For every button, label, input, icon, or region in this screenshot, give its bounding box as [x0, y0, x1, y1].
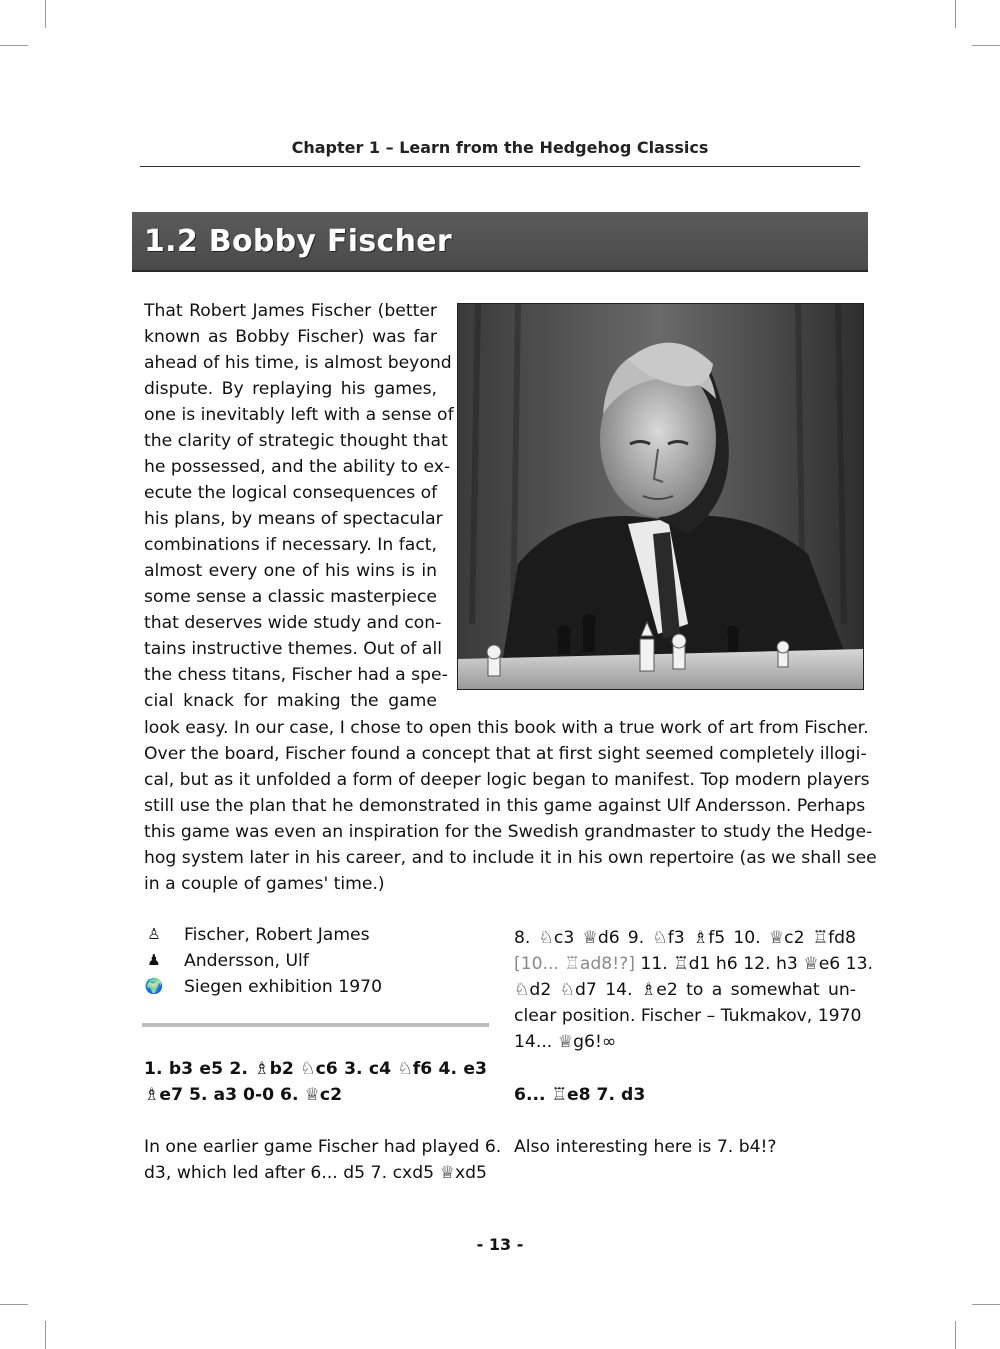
crop-mark [0, 1304, 28, 1305]
crop-mark [45, 1321, 46, 1349]
intro-text-line: ahead of his time, is almost beyond [144, 353, 452, 373]
black-pawn-icon: ♟ [147, 951, 161, 969]
intro-text-line: some sense a classic masterpiece [144, 587, 437, 607]
intro-text-line: That Robert James Fischer (better [144, 301, 437, 321]
white-pawn-icon: ♙ [147, 925, 161, 943]
intro-text-line: the chess titans, Fischer had a spe- [144, 665, 448, 685]
event-row [144, 977, 474, 1003]
main-moves-line: ♗e7 5. a3 0-0 6. ♕c2 [144, 1085, 343, 1105]
body-text-line: this game was even an inspiration for the Swedish grandmaster to study the Hedge- [144, 822, 873, 842]
note-line: clear position. Fischer – Tukmakov, 1970 [514, 1006, 862, 1026]
crop-mark [0, 45, 28, 46]
section-heading-bar [132, 212, 868, 272]
intro-text-line: he possessed, and the ability to ex- [144, 457, 451, 477]
note-line: Also interesting here is 7. b4!? [514, 1137, 777, 1157]
game-header-rule [142, 1023, 489, 1027]
portrait-photo [457, 303, 864, 690]
body-text-line: hog system later in his career, and to include it in his own repertoire (as we shall see [144, 848, 877, 868]
intro-text-line: one is inevitably left with a sense of [144, 405, 454, 425]
variation-bracket: [10... ♖ad8!?] [514, 954, 635, 974]
white-player-row [144, 925, 474, 951]
intro-text-line: known as Bobby Fischer) was far [144, 327, 437, 347]
body-text-line: in a couple of games' time.) [144, 874, 385, 894]
intro-text-line: the clarity of strategic thought that [144, 431, 448, 451]
intro-text-line: cial knack for making the game [144, 691, 437, 711]
intro-text-line: dispute. By replaying his games, [144, 379, 437, 399]
main-moves-line: 6... ♖e8 7. d3 [514, 1085, 646, 1105]
page-number: - 13 - [476, 1235, 524, 1254]
crop-mark [955, 1321, 956, 1349]
body-text-line: cal, but as it unfolded a form of deeper logic began to manifest. Top modern players [144, 770, 870, 790]
white-player: Fischer, Robert James [184, 925, 370, 945]
note-line: In one earlier game Fischer had played 6. [144, 1137, 502, 1157]
crop-mark [972, 45, 1000, 46]
intro-text-line: that deserves wide study and con- [144, 613, 442, 633]
body-text-line: still use the plan that he demonstrated in this game against Ulf Andersson. Perhaps [144, 796, 866, 816]
header-rule [140, 166, 860, 167]
note-line-rest: 11. ♖d1 h6 12. h3 ♕e6 13. [634, 954, 874, 974]
intro-text-line: ecute the logical consequences of [144, 483, 438, 503]
crop-mark [45, 0, 46, 28]
note-line: 8. ♘c3 ♕d6 9. ♘f3 ♗f5 10. ♕c2 ♖fd8 [514, 928, 856, 948]
intro-text-line: tains instructive themes. Out of all [144, 639, 442, 659]
black-player: Andersson, Ulf [184, 951, 309, 971]
intro-text-line: combinations if necessary. In fact, [144, 535, 437, 555]
intro-text-line: his plans, by means of spectacular [144, 509, 443, 529]
note-line: ♘d2 ♘d7 14. ♗e2 to a somewhat un- [514, 980, 856, 1000]
black-player-row [144, 951, 474, 977]
crop-mark [955, 0, 956, 28]
body-text-line: Over the board, Fischer found a concept that at first sight seemed completely illogi- [144, 744, 867, 764]
note-line: d3, which led after 6... d5 7. cxd5 ♕xd5 [144, 1163, 487, 1183]
running-head: Chapter 1 – Learn from the Hedgehog Classics [291, 138, 709, 157]
intro-text-line: almost every one of his wins is in [144, 561, 437, 581]
note-line: 14... ♕g6!∞ [514, 1032, 617, 1052]
section-title: 1.2 Bobby Fischer [144, 224, 453, 259]
note-line [514, 951, 874, 977]
event: Siegen exhibition 1970 [184, 977, 383, 997]
globe-icon: 🌍 [144, 977, 164, 995]
main-moves-line: 1. b3 e5 2. ♗b2 ♘c6 3. c4 ♘f6 4. e3 [144, 1059, 487, 1079]
portrait-illustration [458, 304, 863, 689]
body-text-line: look easy. In our case, I chose to open this book with a true work of art from Fischer. [144, 718, 869, 738]
crop-mark [972, 1304, 1000, 1305]
